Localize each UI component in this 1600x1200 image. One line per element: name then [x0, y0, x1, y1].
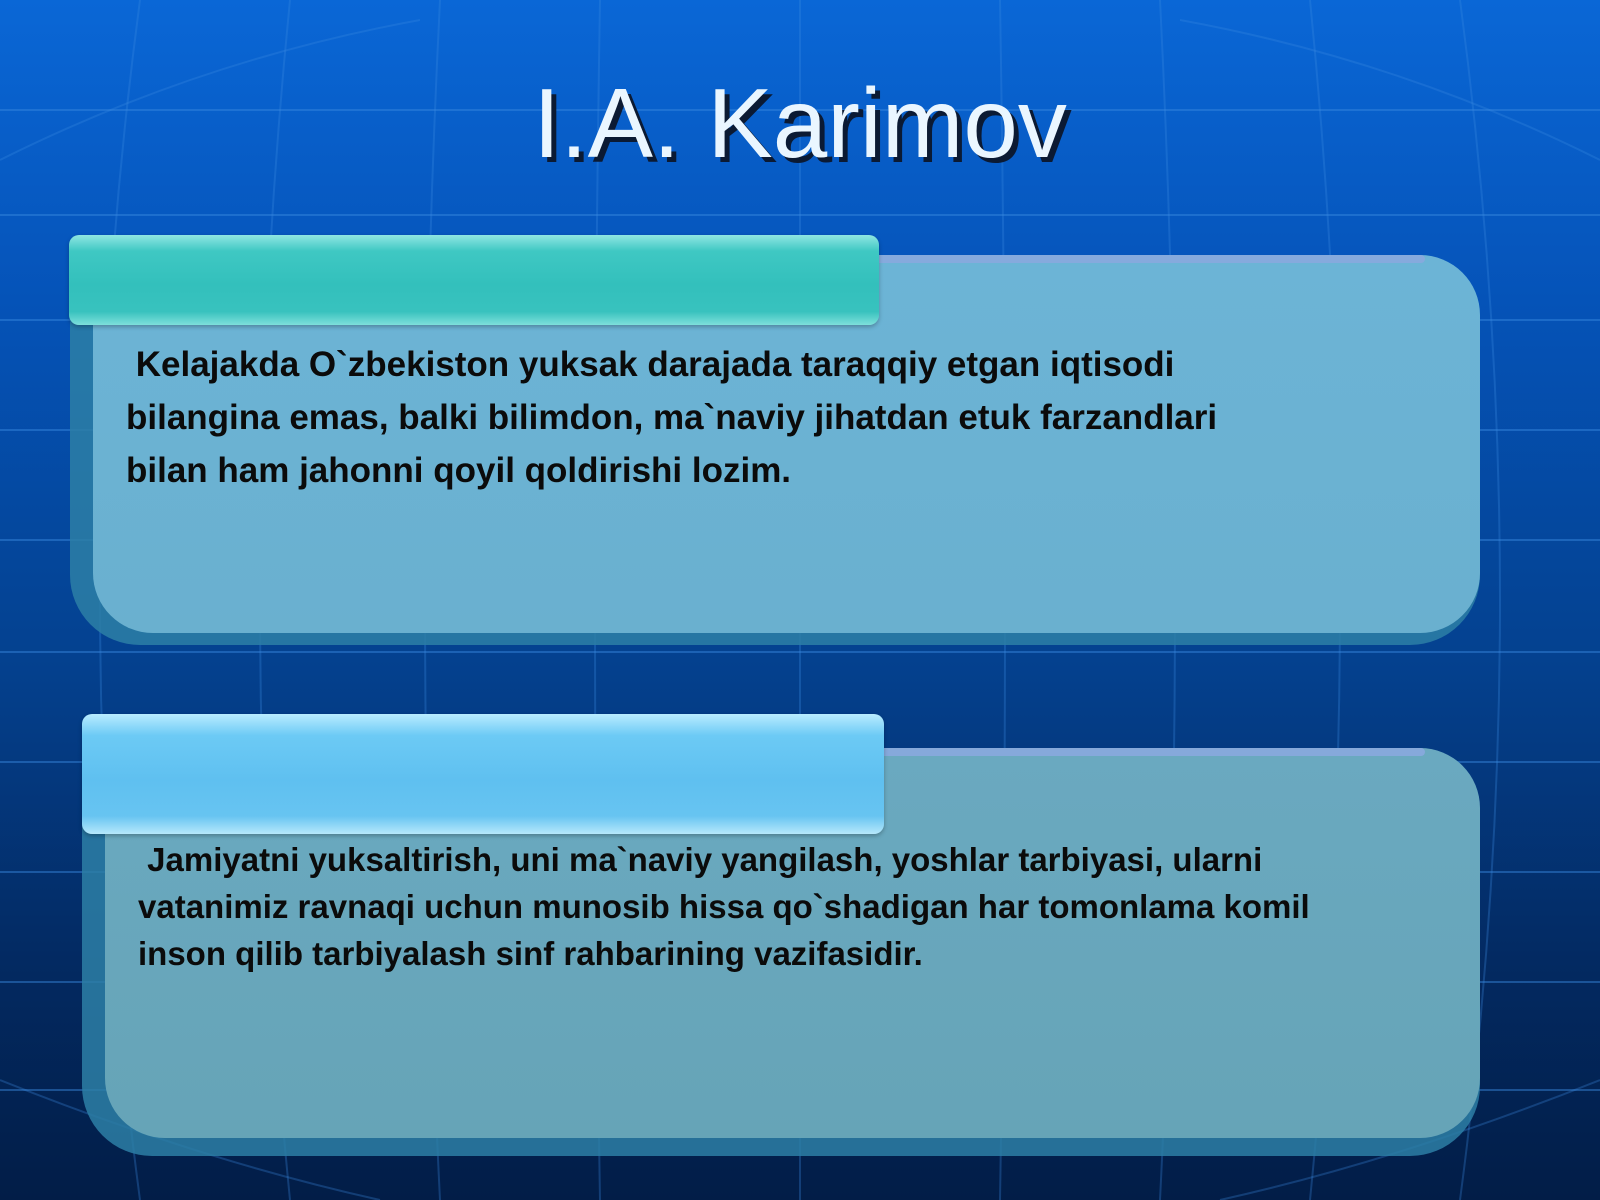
slide-title: I.A. Karimov	[533, 68, 1067, 178]
panel-2-header-tab	[82, 714, 884, 834]
panel-1-top-edge	[870, 255, 1425, 263]
panel-1-header-tab	[69, 235, 879, 325]
quote-text-1: Kelajakda O`zbekiston yuksak darajada taraqqiy etgan iqtisodi bilangina emas, balki bilimdon, ma`naviy jihatdan etuk farzandlari bilan ham jahonni qoyil qoldirishi lozim.	[126, 345, 1218, 490]
panel-2-top-edge	[875, 748, 1425, 756]
quote-text-2: Jamiyatni yuksaltirish, uni ma`naviy yangilash, yoshlar tarbiyasi, ularni vatanimiz ravnaqi uchun munosib hissa qo`shadigan har tomonlama komil inson qilib tarbiyalash sinf rahbarining vazifasidir.	[138, 841, 1310, 972]
